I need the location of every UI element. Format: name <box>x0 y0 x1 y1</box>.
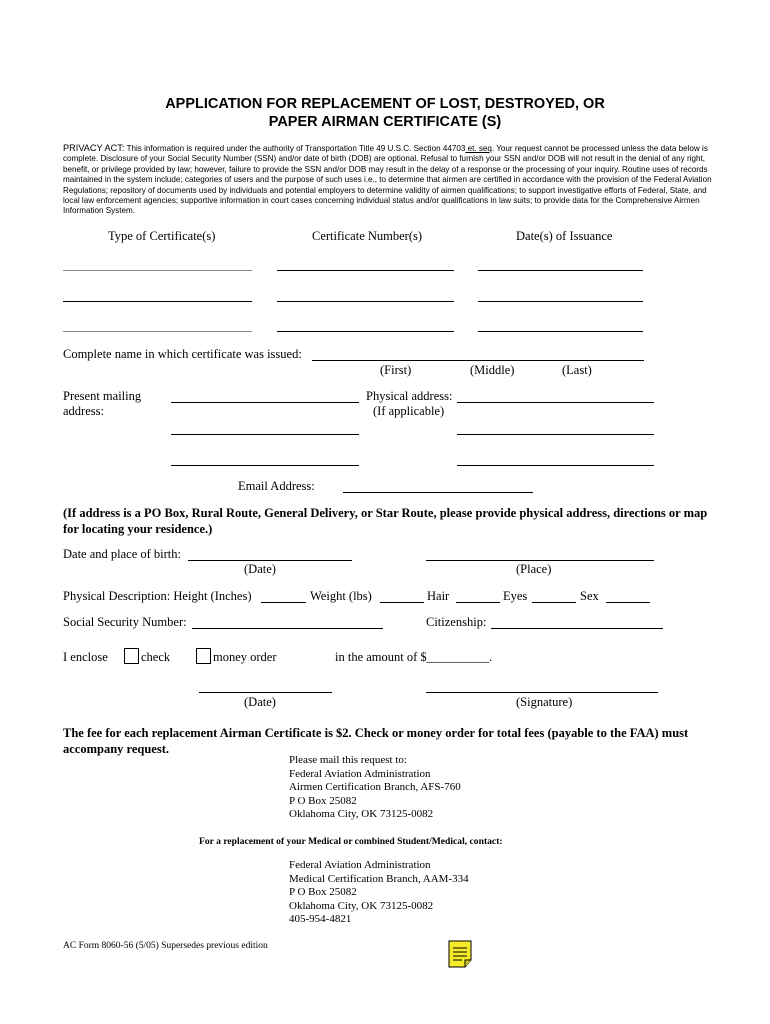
cert-type-field-1[interactable] <box>63 270 252 271</box>
physical-address-field-3[interactable] <box>457 465 654 466</box>
physical-address-field-1[interactable] <box>457 402 654 403</box>
weight-label: Weight (lbs) <box>310 589 372 603</box>
po-box-note: (If address is a PO Box, Rural Route, General Delivery, or Star Route, please provide physical address, directions or map for locating your residence.) <box>63 506 708 536</box>
sex-label: Sex <box>580 589 599 603</box>
money-order-label: money order <box>213 650 277 664</box>
eyes-label: Eyes <box>503 589 528 603</box>
medical-line2: Medical Certification Branch, AAM-334 <box>289 872 469 885</box>
mailing-address-label-1: Present mailing <box>63 389 142 403</box>
sticky-note-icon[interactable] <box>448 940 472 968</box>
name-middle-caption: (Middle) <box>470 363 515 377</box>
mailing-address-field-1[interactable] <box>171 402 359 403</box>
birth-place-field[interactable] <box>426 560 654 561</box>
money-order-checkbox-icon[interactable] <box>196 648 211 664</box>
signature-caption: (Signature) <box>516 695 573 709</box>
email-label: Email Address: <box>238 479 315 493</box>
signature-date-field[interactable] <box>199 692 332 693</box>
physical-address-label-2: (If applicable) <box>373 404 445 418</box>
col-header-number: Certificate Number(s) <box>312 229 423 243</box>
medical-line4: Oklahoma City, OK 73125-0082 <box>289 899 434 912</box>
hair-field[interactable] <box>456 602 500 603</box>
cert-date-field-1[interactable] <box>478 270 643 271</box>
hair-label: Hair <box>427 589 450 603</box>
medical-address <box>289 859 469 927</box>
mailing-address-label-2: address: <box>63 404 104 418</box>
privacy-act-text-after: . Your request cannot be processed unless the data below is complete. Disclosure of your Social Security Number (SSN) and/or date of birth (DOB) are optional. Refusal to furnish your SSN and/or DOB will not result in the denial of any right, benefit, or privilege provided by law; however, failure to provide the SSN and/or DOB may result in the delay of a response or the processing of your inquiry. Routine uses of records maintained in the system include; categories of users and the purpose of such uses i.e., to determine that airmen are certified in accordance with the provision of the Federal Aviation Regulations; repository of documents used by individuals and potential employers to determine validity of airmen qualifications; to support investigative efforts of Federal, State, and local law enforcement agencies; supportive information in court cases concerning individual status and/or qualifications in law suits; to provide data for the Comprehensive Airmen Information System. <box>63 144 712 216</box>
name-field[interactable] <box>312 360 644 361</box>
col-header-type: Type of Certificate(s) <box>108 229 216 243</box>
col-header-date: Date(s) of Issuance <box>516 229 613 243</box>
weight-field[interactable] <box>380 602 424 603</box>
signature-field[interactable] <box>426 692 658 693</box>
ssn-label: Social Security Number: <box>63 615 187 629</box>
mailing-address-field-2[interactable] <box>171 434 359 435</box>
medical-line3: P O Box 25082 <box>289 886 357 899</box>
privacy-act-et-seq: et. seq <box>465 144 492 153</box>
height-field[interactable] <box>261 602 306 603</box>
mail-to-address <box>289 754 461 822</box>
privacy-act-text-before: This information is required under the authority of Transportation Title 49 U.S.C. Section 44703 <box>126 144 466 153</box>
form-title-line2: PAPER AIRMAN CERTIFICATE (S) <box>268 114 502 130</box>
mail-to-line1: Federal Aviation Administration <box>289 767 431 780</box>
email-field[interactable] <box>343 492 533 493</box>
birth-date-field[interactable] <box>188 560 352 561</box>
privacy-act-label: PRIVACY ACT: <box>63 143 125 153</box>
check-checkbox-icon[interactable] <box>124 648 139 664</box>
medical-line1: Federal Aviation Administration <box>289 859 431 871</box>
cert-number-field-1[interactable] <box>277 270 454 271</box>
physical-address-label-1: Physical address: <box>366 389 453 403</box>
medical-line5: 405-954-4821 <box>289 913 352 926</box>
citizenship-label: Citizenship: <box>426 615 487 629</box>
mail-to-line3: P O Box 25082 <box>289 794 357 807</box>
form-title-line1: APPLICATION FOR REPLACEMENT OF LOST, DESTROYED, OR <box>165 96 605 112</box>
cert-date-field-3[interactable] <box>478 331 643 332</box>
name-label: Complete name in which certificate was issued: <box>63 347 302 361</box>
enclose-label: I enclose <box>63 650 108 664</box>
cert-date-field-2[interactable] <box>478 301 643 302</box>
eyes-field[interactable] <box>532 602 576 603</box>
medical-heading: For a replacement of your Medical or combined Student/Medical, contact: <box>199 836 503 847</box>
citizenship-field[interactable] <box>491 628 663 629</box>
birth-label: Date and place of birth: <box>63 547 182 561</box>
signature-date-caption: (Date) <box>244 695 276 709</box>
privacy-act-notice <box>63 143 713 217</box>
name-last-caption: (Last) <box>562 363 592 377</box>
ssn-field[interactable] <box>192 628 383 629</box>
mailing-address-field-3[interactable] <box>171 465 359 466</box>
amount-label: in the amount of $__________. <box>335 650 493 664</box>
cert-number-field-2[interactable] <box>277 301 454 302</box>
cert-type-field-3[interactable] <box>63 331 252 332</box>
sex-field[interactable] <box>606 602 650 603</box>
birth-place-caption: (Place) <box>516 562 552 576</box>
cert-number-field-3[interactable] <box>277 331 454 332</box>
check-label: check <box>141 650 171 664</box>
name-first-caption: (First) <box>380 363 412 377</box>
cert-type-field-2[interactable] <box>63 301 252 302</box>
birth-date-caption: (Date) <box>244 562 276 576</box>
mail-to-line4: Oklahoma City, OK 73125-0082 <box>289 808 434 821</box>
mail-to-line2: Airmen Certification Branch, AFS-760 <box>289 781 461 794</box>
form-footer: AC Form 8060-56 (5/05) Supersedes previous edition <box>63 941 268 951</box>
mail-to-intro: Please mail this request to: <box>289 754 407 766</box>
physical-address-field-2[interactable] <box>457 434 654 435</box>
fee-note: The fee for each replacement Airman Certificate is $2. Check or money order for total fees (payable to the FAA) must accompany request. <box>63 726 689 756</box>
height-label: Physical Description: Height (Inches) <box>63 589 252 603</box>
